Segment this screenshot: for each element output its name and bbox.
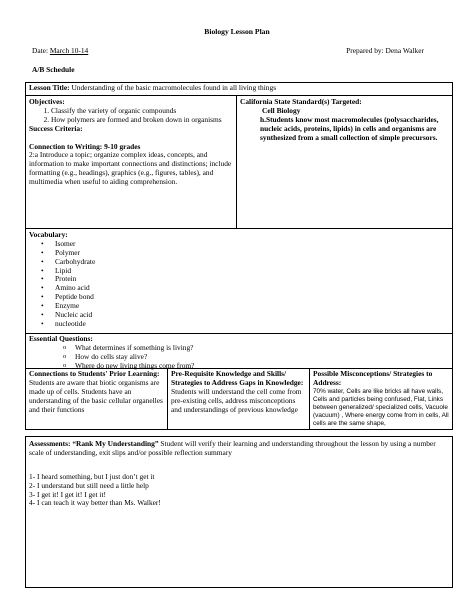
essential-item: o How do cells stay alive? — [29, 353, 449, 362]
vocab-item: • Protein — [29, 275, 449, 284]
essential-item: o What determines if something is living? — [29, 344, 449, 353]
standards-heading: California State Standard(s) Targeted: — [240, 97, 362, 106]
scale-item: 2- I understand but still need a little help — [29, 480, 149, 490]
vocab-item: • Isomer — [29, 240, 449, 249]
vocab-item: • Lipid — [29, 267, 449, 276]
connections-body: Students are aware that biotic organisms are made up of cells. Students have an understanding of the basic cellular organelles and their functions — [29, 377, 163, 414]
date-label: Date: — [32, 46, 50, 55]
objectives-heading: Objectives: — [29, 97, 65, 106]
vocab-item: • Carbohydrate — [29, 258, 449, 267]
lesson-title-value: Understanding of the basic macromolecules found in all living things — [69, 83, 277, 92]
standards-sub: Cell Biology — [262, 105, 301, 115]
document-title: Biology Lesson Plan — [204, 27, 270, 36]
assessments-cell — [25, 436, 453, 588]
misconceptions-cell — [309, 368, 453, 430]
date-line — [32, 47, 88, 56]
standards-cell — [236, 95, 453, 229]
lesson-title-label: Lesson Title: — [29, 83, 70, 92]
prereq-text — [171, 370, 306, 414]
vocab-item: • nucleotide — [29, 320, 449, 329]
vocabulary-heading: Vocabulary: — [29, 230, 68, 239]
scale-item: 3- I get it! I get it! I get it! — [29, 489, 106, 499]
essential-questions-cell — [25, 333, 453, 369]
date-value: March 10-14 — [49, 46, 89, 55]
assessments-heading: Assessments: “Rank My Understanding” — [29, 439, 159, 448]
schedule-label: A/B Schedule — [32, 65, 75, 74]
vocabulary-cell — [25, 228, 453, 334]
objective-item: 2. How polymers are formed and broken down in organisms — [51, 116, 233, 125]
vocab-item: • Enzyme — [29, 302, 449, 311]
scale-item: 1- I heard something, but I just don’t get it — [29, 471, 155, 481]
connections-text — [29, 370, 164, 414]
vocab-item: • Polymer — [29, 249, 449, 258]
prepared-by: Prepared by: Dena Walker — [346, 46, 424, 55]
writing-heading: Connection to Writing: 9-10 grades — [29, 141, 141, 151]
misconceptions-heading: Possible Misconceptions/ Strategies to Address: — [313, 369, 433, 387]
writing-text: 2:a Introduce a topic; organize complex ideas, concepts, and information to make important connections and distinctions; include formatting (e.g., headings), graphics (e.g., figures, tables), and multimedia when useful to aiding comprehension. — [29, 150, 232, 186]
connections-cell — [25, 368, 168, 430]
objectives-cell — [25, 95, 237, 229]
essential-list — [29, 344, 449, 371]
prereq-cell — [167, 368, 310, 430]
misconceptions-text: 70% water, Cells are like bricks all have walls, Cells and particles being confused, Flat, Links between generalized/ specialized cells, Vacuole (vacuum) , Where energy come from in cells, All cells are the same shape, — [313, 387, 449, 427]
connections-heading: Connections to Students' Prior Learning: — [29, 369, 160, 378]
vocab-item: • Nucleic acid — [29, 311, 449, 320]
essential-item: o Where do new living things come from? — [29, 362, 449, 371]
objective-item: 1. Classify the variety of organic compounds — [51, 107, 233, 116]
vocab-item: • Peptide bond — [29, 293, 449, 302]
prereq-body: Students will understand the cell come from pre-existing cells, address misconceptions and understandings of previous knowledge — [171, 386, 302, 414]
vocab-item: • Amino acid — [29, 284, 449, 293]
scale-item: 4- I can teach it way better than Ms. Walker! — [29, 498, 161, 508]
assessments-body: Student will verify their learning and understanding throughout the lesson by using a number scale of understanding, exit slips and/or possible reflection summary — [29, 439, 436, 457]
standards-text: h.Students know most macromolecules (polysaccharides, nucleic acids, proteins, lipids) in cells and organisms are synthesized from a small collection of simple precursors. — [260, 114, 439, 142]
success-criteria: Success Criteria: — [29, 123, 83, 133]
objectives-list — [29, 107, 233, 125]
lesson-title-row — [25, 82, 453, 96]
prereq-heading: Pre-Requisite Knowledge and Skills/ Strategies to Address Gaps in Knowledge: — [171, 369, 304, 387]
assessments-text — [29, 440, 449, 458]
essential-heading: Essential Questions: — [29, 334, 93, 343]
vocabulary-list — [29, 240, 449, 329]
